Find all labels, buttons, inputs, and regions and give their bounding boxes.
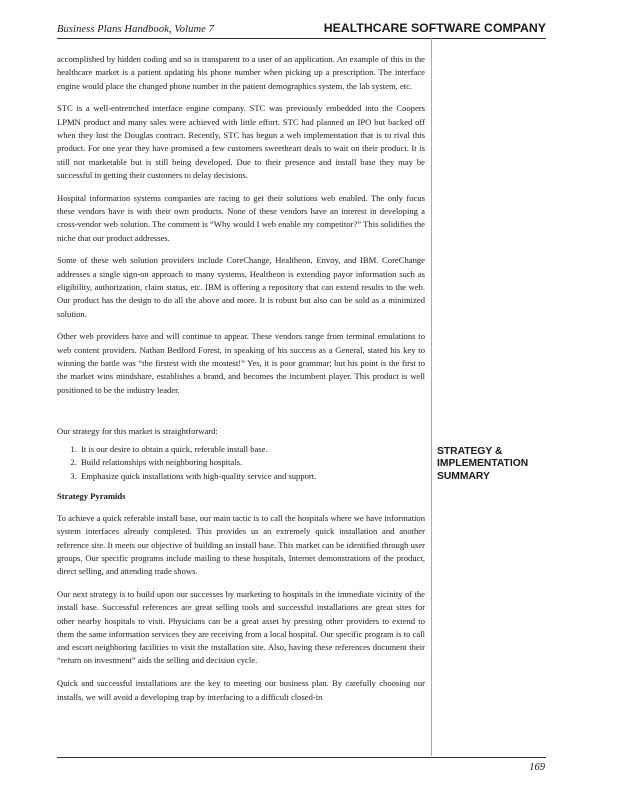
strategy-pyramids-heading: Strategy Pyramids [57, 491, 126, 502]
book-title: Business Plans Handbook, Volume 7 [57, 24, 214, 35]
list-item: 3. Emphasize quick installations with high-quality service and support. [79, 470, 425, 483]
main-column [57, 53, 425, 713]
body-paragraph: Our next strategy is to build upon our successes by marketing to hospitals in the immediate vicinity of the install base. Successful references are great selling tools and successful installations are great sites for other nearby hospitals to visit. Physicians can be a great asset by pressing other providers to extend to them the same information services they are receiving from a local hospital. Our specific program is to call and escort neighboring facilities to visit the installation site. Also, having these references document their “return on investment” aids the selling and decision cycle. [57, 589, 425, 666]
column-divider [431, 38, 432, 756]
list-item: 2. Build relationships with neighboring hospitals. [79, 456, 425, 469]
body-paragraph: Other web providers have and will continue to appear. These vendors range from terminal emulations to web content providers. Nathan Bedford Forest, in speaking of his success as a General, stated his key to winning the battle was “the firstest with the mostest!” Yes, it is poor grammar; but his point is the first to the market wins mindshare, establishes a brand, and becomes the incumbent player. This product is well positioned to be the industry leader. [57, 331, 425, 395]
footer-divider [57, 757, 546, 758]
body-paragraph: Some of these web solution providers include CoreChange, Healtheon, Envoy, and IBM. CoreChange addresses a single sign-on approach to many systems, Healtheon is extending payor information such as eligibility, authorization, claim status, etc. IBM is offering a repository that can extend results to the web. Our product has the design to do all the above and more. It is robust but also can be sold as a minimized solution. [57, 255, 425, 319]
body-paragraph: Quick and successful installations are the key to meeting our business plan. By carefully choosing our installs, we will avoid a developing trap by interfacing to a difficult closed-in [57, 678, 425, 702]
body-paragraph: accomplished by hidden coding and so is transparent to a user of an application. An example of this in the healthcare market is a patient updating his phone number when picking up a prescription. The interface engine would place the changed phone number in the patient demographics system, the lab system, etc. [57, 54, 425, 91]
header-divider [57, 38, 546, 39]
page-number: 169 [529, 762, 545, 773]
list-item: 1. It is our desire to obtain a quick, referable install base. [79, 443, 425, 456]
sidebar-section-heading: STRATEGY & IMPLEMENTATION SUMMARY [437, 446, 529, 482]
body-paragraph: To achieve a quick referable install base, our main tactic is to call the hospitals where we have information system interfaces already completed. This provides us an extremely quick installation and another reference site. It meets our objective of building an install base. This market can be identified through user groups. Our specific programs include mailing to these hospitals, Internet demonstrations of the product, direct selling, and attending trade shows. [57, 513, 425, 577]
strategy-intro: Our strategy for this market is straightforward: [57, 425, 218, 436]
body-paragraph: Hospital information systems companies are racing to get their solutions web enabled. The only focus these vendors have is with their own products. None of these vendors have an interest in developing a cross-vendor web solution. The comment is “Why would I web enable my competitor?” This solidifies the niche that our product addresses. [57, 192, 425, 243]
strategy-list [57, 443, 425, 483]
section-title: HEALTHCARE SOFTWARE COMPANY [323, 21, 546, 35]
body-paragraph: STC is a well-entrenched interface engine company. STC was previously embedded into the Coopers LPMN product and many sales were achieved with little effort. STC had planned an IPO but backed off when they lost the Douglas contract. Recently, STC has begun a web implementation that is to rival this product. For one year they have promised a few customers sweetheart deals to wait on their product. It is still not marketable but is still being developed. Due to their presence and install base they may be successful in getting their customers to delay decisions. [57, 103, 425, 180]
